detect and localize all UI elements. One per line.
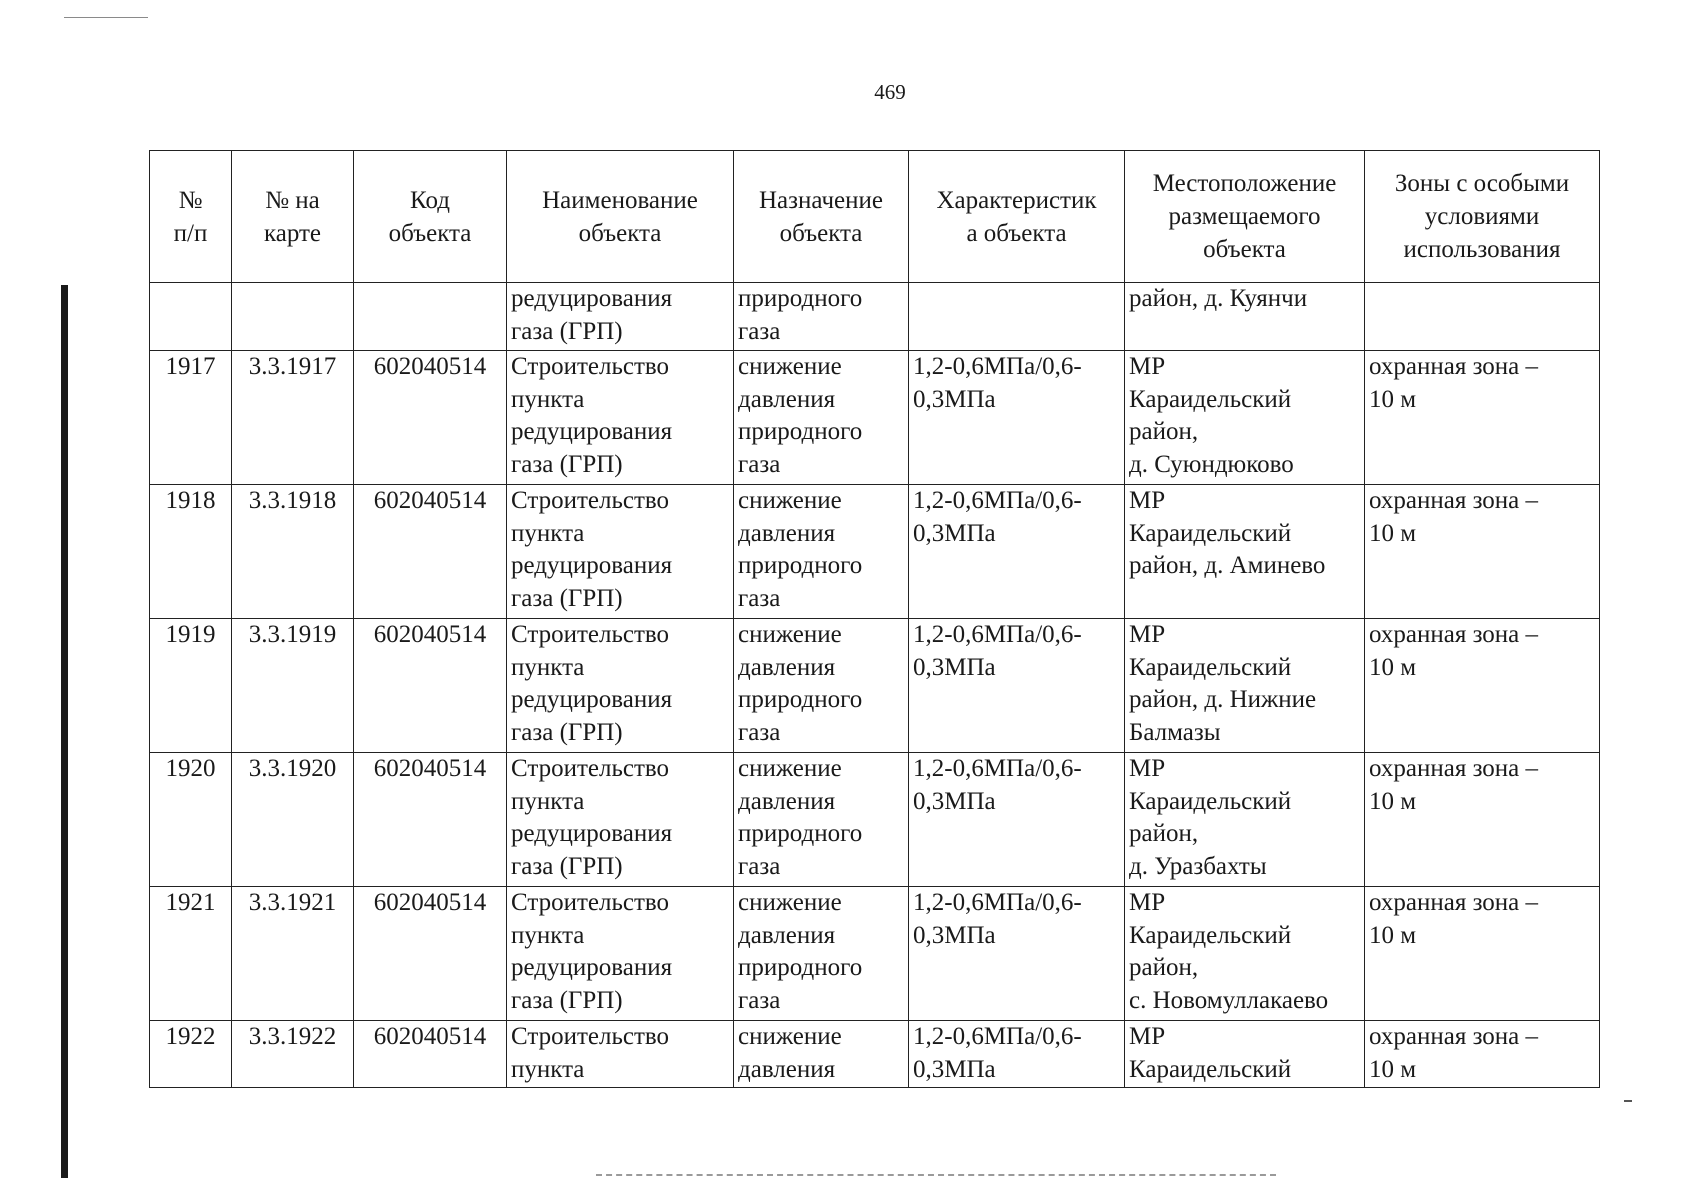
cell-num: 1918 — [150, 485, 232, 619]
cell-line: снижение — [738, 621, 842, 648]
cell-zones — [1365, 753, 1600, 887]
cell-code: 602040514 — [354, 1021, 507, 1088]
cell-line: газа (ГРП) — [511, 584, 623, 612]
cell-line: 10 м — [1369, 519, 1417, 547]
cell-line: снижение — [738, 1023, 842, 1050]
cell-line: Строительство — [511, 487, 670, 514]
cell-purpose — [734, 485, 909, 619]
cell-line: 1,2-0,6МПа/0,6- — [913, 889, 1082, 916]
cell-zones — [1365, 283, 1600, 351]
cell-line: 10 м — [1369, 921, 1417, 949]
cell-purpose — [734, 283, 909, 351]
cell-characteristic — [909, 619, 1125, 753]
cell-line: Караидельский — [1129, 1055, 1292, 1083]
cell-line: природного — [738, 552, 863, 579]
cell-line: природного — [738, 820, 863, 847]
cell-map: 3.3.1922 — [232, 1021, 354, 1088]
scan-line-bottom — [596, 1174, 1276, 1176]
cell-line: 0,3МПа — [913, 787, 996, 815]
cell-line: природного — [738, 686, 863, 713]
page-number: 469 — [874, 80, 906, 104]
cell-line: газа — [738, 852, 781, 880]
cell-line: Караидельский — [1129, 787, 1292, 815]
cell-line: редуцирования — [511, 820, 673, 847]
cell-line: 1,2-0,6МПа/0,6- — [913, 621, 1082, 648]
cell-line: давления — [738, 653, 836, 681]
cell-line: 1,2-0,6МПа/0,6- — [913, 755, 1082, 782]
header-row — [150, 151, 1600, 283]
cell-line: Балмазы — [1129, 718, 1221, 746]
cell-line: пункта — [511, 921, 585, 949]
cell-line: снижение — [738, 487, 842, 514]
cell-line: Характеристик — [936, 186, 1097, 214]
cell-line: 0,3МПа — [913, 519, 996, 547]
cell-line: Строительство — [511, 621, 670, 648]
cell-line: охранная зона – — [1369, 755, 1539, 782]
cell-line: район, д. Нижние — [1129, 686, 1317, 713]
table-header — [150, 151, 1600, 283]
cell-line: Назначение — [758, 186, 884, 214]
cell-line: снижение — [738, 755, 842, 782]
cell-map: 3.3.1919 — [232, 619, 354, 753]
cell-location — [1125, 1021, 1365, 1088]
header-name — [507, 151, 734, 283]
header-location — [1125, 151, 1365, 283]
cell-line: 10 м — [1369, 1055, 1417, 1083]
cell-line: газа (ГРП) — [511, 852, 623, 880]
cell-line: давления — [738, 787, 836, 815]
cell-line: природного — [738, 954, 863, 981]
cell-line: редуцирования — [511, 954, 673, 981]
cell-line: МР — [1129, 889, 1166, 916]
cell-location — [1125, 753, 1365, 887]
cell-name — [507, 283, 734, 351]
cell-characteristic — [909, 485, 1125, 619]
cell-map — [232, 283, 354, 351]
cell-num: 1919 — [150, 619, 232, 753]
scan-mark-top — [64, 17, 148, 18]
cell-zones — [1365, 619, 1600, 753]
cell-line: Зоны с особыми — [1394, 170, 1570, 197]
cell-code — [354, 283, 507, 351]
header-code — [354, 151, 507, 283]
cell-line: Караидельский — [1129, 653, 1292, 681]
cell-line: охранная зона – — [1369, 1023, 1539, 1050]
cell-map: 3.3.1918 — [232, 485, 354, 619]
cell-line: 1,2-0,6МПа/0,6- — [913, 353, 1082, 380]
header-num — [150, 151, 232, 283]
cell-map: 3.3.1920 — [232, 753, 354, 887]
scan-binding-shadow — [61, 285, 68, 1178]
table-row — [150, 887, 1600, 1021]
cell-location — [1125, 619, 1365, 753]
cell-num: 1920 — [150, 753, 232, 887]
cell-characteristic — [909, 283, 1125, 351]
cell-line: газа (ГРП) — [511, 718, 623, 746]
cell-name — [507, 753, 734, 887]
table-row-continuation — [150, 283, 1600, 351]
header-map — [232, 151, 354, 283]
cell-location — [1125, 887, 1365, 1021]
cell-line: объекта — [578, 219, 662, 247]
cell-line: МР — [1129, 755, 1166, 782]
cell-line: 1,2-0,6МПа/0,6- — [913, 487, 1082, 514]
cell-line: пункта — [511, 385, 585, 413]
cell-line: газа — [738, 317, 781, 345]
table-row — [150, 753, 1600, 887]
cell-line: карте — [263, 219, 322, 247]
cell-line: газа — [738, 584, 781, 612]
cell-line: МР — [1129, 487, 1166, 514]
cell-line: объекта — [779, 219, 863, 247]
cell-line: а объекта — [966, 219, 1067, 247]
objects-table — [149, 150, 1600, 1088]
cell-line: редуцирования — [511, 285, 673, 312]
scan-mark-right — [1624, 1100, 1632, 1102]
cell-line: 1,2-0,6МПа/0,6- — [913, 1023, 1082, 1050]
cell-num: 1921 — [150, 887, 232, 1021]
cell-line: давления — [738, 921, 836, 949]
cell-location — [1125, 485, 1365, 619]
cell-line: 10 м — [1369, 653, 1417, 681]
header-characteristic — [909, 151, 1125, 283]
cell-line: 0,3МПа — [913, 385, 996, 413]
cell-num: 1917 — [150, 351, 232, 485]
cell-zones — [1365, 351, 1600, 485]
cell-line: Наименование — [542, 186, 698, 214]
header-zones — [1365, 151, 1600, 283]
cell-line: район, д. Куянчи — [1129, 285, 1308, 312]
cell-characteristic — [909, 1021, 1125, 1088]
cell-line: снижение — [738, 889, 842, 916]
cell-line: 0,3МПа — [913, 1055, 996, 1083]
cell-line: охранная зона – — [1369, 353, 1539, 380]
cell-line: газа — [738, 986, 781, 1014]
table-row — [150, 485, 1600, 619]
cell-map: 3.3.1921 — [232, 887, 354, 1021]
cell-line: д. Уразбахты — [1129, 852, 1267, 880]
cell-line: № на — [265, 186, 320, 214]
cell-line: Караидельский — [1129, 519, 1292, 547]
cell-code: 602040514 — [354, 351, 507, 485]
table-row — [150, 351, 1600, 485]
cell-purpose — [734, 1021, 909, 1088]
cell-num — [150, 283, 232, 351]
cell-line: охранная зона – — [1369, 621, 1539, 648]
cell-code: 602040514 — [354, 485, 507, 619]
cell-code: 602040514 — [354, 619, 507, 753]
cell-line: объекта — [388, 219, 472, 247]
cell-line: газа — [738, 450, 781, 478]
cell-line: МР — [1129, 621, 1166, 648]
table-row — [150, 619, 1600, 753]
cell-line: пункта — [511, 653, 585, 681]
cell-line: охранная зона – — [1369, 889, 1539, 916]
cell-characteristic — [909, 351, 1125, 485]
cell-line: Караидельский — [1129, 385, 1292, 413]
cell-line: Караидельский — [1129, 921, 1292, 949]
cell-code: 602040514 — [354, 753, 507, 887]
cell-line: район, — [1129, 418, 1199, 445]
cell-line: снижение — [738, 353, 842, 380]
cell-location — [1125, 283, 1365, 351]
cell-line: охранная зона – — [1369, 487, 1539, 514]
cell-line: газа (ГРП) — [511, 317, 623, 345]
cell-line: Код — [410, 186, 450, 214]
cell-line: с. Новомуллакаево — [1129, 986, 1329, 1014]
cell-characteristic — [909, 887, 1125, 1021]
cell-line: № — [178, 186, 203, 214]
cell-line: пункта — [511, 1055, 585, 1083]
cell-line: пункта — [511, 787, 585, 815]
cell-purpose — [734, 619, 909, 753]
cell-line: редуцирования — [511, 418, 673, 445]
cell-location — [1125, 351, 1365, 485]
cell-line: условиями — [1424, 203, 1540, 230]
cell-zones — [1365, 887, 1600, 1021]
cell-name — [507, 1021, 734, 1088]
cell-line: 0,3МПа — [913, 653, 996, 681]
cell-line: Строительство — [511, 889, 670, 916]
cell-num: 1922 — [150, 1021, 232, 1088]
header-purpose — [734, 151, 909, 283]
cell-line: размещаемого — [1168, 203, 1321, 230]
cell-line: редуцирования — [511, 686, 673, 713]
table-row — [150, 1021, 1600, 1088]
cell-line: природного — [738, 285, 863, 312]
cell-line: Строительство — [511, 755, 670, 782]
cell-line: МР — [1129, 1023, 1166, 1050]
cell-line: Строительство — [511, 353, 670, 380]
cell-line: п/п — [173, 219, 208, 247]
cell-line: пункта — [511, 519, 585, 547]
cell-line: использования — [1403, 236, 1561, 263]
cell-characteristic — [909, 753, 1125, 887]
cell-line: МР — [1129, 353, 1166, 380]
cell-line: Местоположение — [1152, 170, 1337, 197]
cell-name — [507, 351, 734, 485]
cell-map: 3.3.1917 — [232, 351, 354, 485]
table-body — [150, 283, 1600, 1088]
cell-line: д. Суюндюково — [1129, 450, 1294, 478]
cell-line: газа (ГРП) — [511, 986, 623, 1014]
cell-line: давления — [738, 1055, 836, 1083]
cell-line: природного — [738, 418, 863, 445]
cell-line: район, — [1129, 954, 1199, 981]
cell-line: газа (ГРП) — [511, 450, 623, 478]
cell-purpose — [734, 753, 909, 887]
cell-line: давления — [738, 519, 836, 547]
cell-line: 10 м — [1369, 787, 1417, 815]
cell-line: 10 м — [1369, 385, 1417, 413]
cell-purpose — [734, 887, 909, 1021]
cell-purpose — [734, 351, 909, 485]
cell-line: давления — [738, 385, 836, 413]
cell-name — [507, 619, 734, 753]
cell-line: объекта — [1203, 236, 1286, 263]
cell-line: Строительство — [511, 1023, 670, 1050]
cell-line: редуцирования — [511, 552, 673, 579]
cell-zones — [1365, 1021, 1600, 1088]
cell-code: 602040514 — [354, 887, 507, 1021]
cell-line: газа — [738, 718, 781, 746]
cell-line: район, д. Аминево — [1129, 552, 1326, 579]
cell-zones — [1365, 485, 1600, 619]
cell-name — [507, 485, 734, 619]
cell-line: район, — [1129, 820, 1199, 847]
cell-name — [507, 887, 734, 1021]
cell-line: 0,3МПа — [913, 921, 996, 949]
